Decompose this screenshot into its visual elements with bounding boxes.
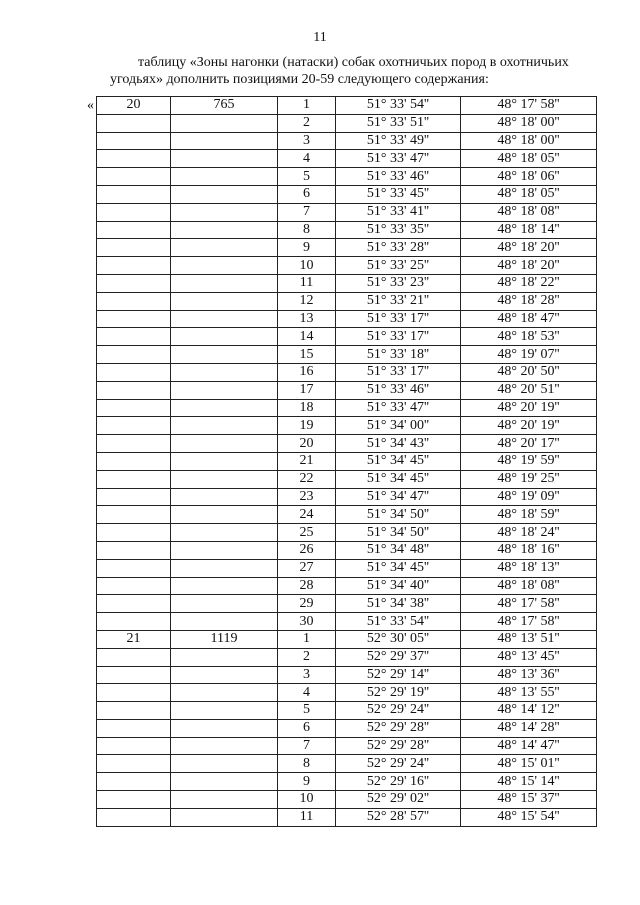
point-number-cell: 10 [278, 791, 336, 809]
table-row [97, 470, 597, 488]
zone-number-cell [97, 452, 171, 470]
zone-number-cell [97, 292, 171, 310]
point-number-cell: 6 [278, 185, 336, 203]
zone-area-cell [171, 666, 278, 684]
table-row [97, 114, 597, 132]
zone-number-cell [97, 541, 171, 559]
point-number-cell: 26 [278, 541, 336, 559]
point-number-cell: 21 [278, 452, 336, 470]
zone-area-cell: 1119 [171, 630, 278, 648]
longitude-cell: 48° 20' 51'' [461, 381, 597, 399]
longitude-cell: 48° 13' 55'' [461, 684, 597, 702]
table-row [97, 506, 597, 524]
zone-number-cell [97, 666, 171, 684]
point-number-cell: 7 [278, 737, 336, 755]
zone-number-cell [97, 185, 171, 203]
zone-area-cell [171, 452, 278, 470]
zone-area-cell [171, 399, 278, 417]
point-number-cell: 11 [278, 808, 336, 826]
zone-number-cell: 21 [97, 630, 171, 648]
table-row [97, 719, 597, 737]
latitude-cell: 51° 33' 47'' [336, 399, 461, 417]
longitude-cell: 48° 15' 01'' [461, 755, 597, 773]
point-number-cell: 3 [278, 666, 336, 684]
zone-number-cell [97, 239, 171, 257]
table-row [97, 666, 597, 684]
table-row [97, 346, 597, 364]
latitude-cell: 51° 34' 47'' [336, 488, 461, 506]
zone-number-cell [97, 221, 171, 239]
latitude-cell: 51° 33' 35'' [336, 221, 461, 239]
zone-area-cell [171, 150, 278, 168]
table-row [97, 702, 597, 720]
longitude-cell: 48° 20' 19'' [461, 399, 597, 417]
zone-area-cell [171, 363, 278, 381]
zone-number-cell [97, 168, 171, 186]
point-number-cell: 23 [278, 488, 336, 506]
longitude-cell: 48° 18' 53'' [461, 328, 597, 346]
longitude-cell: 48° 17' 58'' [461, 97, 597, 115]
zone-area-cell [171, 541, 278, 559]
zone-number-cell [97, 719, 171, 737]
table-row [97, 684, 597, 702]
point-number-cell: 25 [278, 524, 336, 542]
point-number-cell: 14 [278, 328, 336, 346]
latitude-cell: 51° 33' 17'' [336, 328, 461, 346]
table-row [97, 310, 597, 328]
zone-area-cell [171, 702, 278, 720]
zone-number-cell [97, 595, 171, 613]
latitude-cell: 51° 34' 38'' [336, 595, 461, 613]
latitude-cell: 51° 33' 17'' [336, 363, 461, 381]
zone-number-cell [97, 328, 171, 346]
longitude-cell: 48° 18' 14'' [461, 221, 597, 239]
table-row [97, 524, 597, 542]
table-row [97, 363, 597, 381]
longitude-cell: 48° 19' 07'' [461, 346, 597, 364]
table-row [97, 737, 597, 755]
table-row [97, 595, 597, 613]
point-number-cell: 17 [278, 381, 336, 399]
point-number-cell: 5 [278, 168, 336, 186]
zone-area-cell [171, 719, 278, 737]
zone-area-cell [171, 221, 278, 239]
zone-area-cell [171, 168, 278, 186]
table-row [97, 221, 597, 239]
table-row [97, 755, 597, 773]
zone-area-cell [171, 292, 278, 310]
longitude-cell: 48° 18' 00'' [461, 132, 597, 150]
zone-area-cell [171, 808, 278, 826]
zone-area-cell [171, 559, 278, 577]
latitude-cell: 52° 29' 28'' [336, 737, 461, 755]
zone-number-cell [97, 274, 171, 292]
longitude-cell: 48° 20' 19'' [461, 417, 597, 435]
longitude-cell: 48° 13' 45'' [461, 648, 597, 666]
longitude-cell: 48° 18' 47'' [461, 310, 597, 328]
zone-area-cell [171, 470, 278, 488]
latitude-cell: 51° 33' 46'' [336, 168, 461, 186]
latitude-cell: 51° 34' 48'' [336, 541, 461, 559]
latitude-cell: 51° 33' 23'' [336, 274, 461, 292]
latitude-cell: 51° 33' 47'' [336, 150, 461, 168]
zone-number-cell [97, 808, 171, 826]
table-row [97, 613, 597, 631]
longitude-cell: 48° 18' 22'' [461, 274, 597, 292]
latitude-cell: 51° 34' 45'' [336, 470, 461, 488]
latitude-cell: 51° 33' 54'' [336, 613, 461, 631]
zone-number-cell [97, 488, 171, 506]
longitude-cell: 48° 17' 58'' [461, 595, 597, 613]
longitude-cell: 48° 18' 20'' [461, 257, 597, 275]
latitude-cell: 51° 33' 54'' [336, 97, 461, 115]
point-number-cell: 2 [278, 648, 336, 666]
latitude-cell: 51° 33' 51'' [336, 114, 461, 132]
longitude-cell: 48° 13' 51'' [461, 630, 597, 648]
zone-number-cell [97, 577, 171, 595]
zone-number-cell [97, 310, 171, 328]
longitude-cell: 48° 18' 05'' [461, 150, 597, 168]
zone-area-cell [171, 577, 278, 595]
point-number-cell: 4 [278, 150, 336, 168]
longitude-cell: 48° 18' 06'' [461, 168, 597, 186]
longitude-cell: 48° 15' 37'' [461, 791, 597, 809]
longitude-cell: 48° 19' 09'' [461, 488, 597, 506]
point-number-cell: 8 [278, 221, 336, 239]
table-row [97, 292, 597, 310]
table-row [97, 559, 597, 577]
point-number-cell: 22 [278, 470, 336, 488]
latitude-cell: 51° 34' 43'' [336, 435, 461, 453]
zone-number-cell [97, 559, 171, 577]
point-number-cell: 2 [278, 114, 336, 132]
latitude-cell: 51° 33' 25'' [336, 257, 461, 275]
point-number-cell: 9 [278, 239, 336, 257]
zone-number-cell [97, 132, 171, 150]
longitude-cell: 48° 18' 08'' [461, 203, 597, 221]
point-number-cell: 29 [278, 595, 336, 613]
latitude-cell: 52° 30' 05'' [336, 630, 461, 648]
zone-number-cell [97, 346, 171, 364]
table-row [97, 452, 597, 470]
latitude-cell: 52° 29' 24'' [336, 702, 461, 720]
intro-line-2: угодьях» дополнить позициями 20-59 следующего содержания: [110, 72, 489, 87]
point-number-cell: 11 [278, 274, 336, 292]
table-row [97, 328, 597, 346]
intro-line-1: таблицу «Зоны нагонки (натаски) собак охотничьих пород в охотничьих [138, 55, 569, 70]
zone-number-cell [97, 773, 171, 791]
table-row [97, 488, 597, 506]
zone-number-cell [97, 114, 171, 132]
page-number: 11 [313, 30, 327, 45]
latitude-cell: 51° 33' 21'' [336, 292, 461, 310]
zone-number-cell [97, 417, 171, 435]
zone-number-cell [97, 737, 171, 755]
latitude-cell: 52° 29' 24'' [336, 755, 461, 773]
zone-area-cell [171, 132, 278, 150]
point-number-cell: 1 [278, 630, 336, 648]
table-row [97, 274, 597, 292]
point-number-cell: 9 [278, 773, 336, 791]
longitude-cell: 48° 19' 25'' [461, 470, 597, 488]
zone-number-cell [97, 203, 171, 221]
latitude-cell: 52° 29' 14'' [336, 666, 461, 684]
table-row [97, 773, 597, 791]
longitude-cell: 48° 18' 16'' [461, 541, 597, 559]
zone-number-cell [97, 381, 171, 399]
latitude-cell: 51° 34' 45'' [336, 452, 461, 470]
zone-number-cell [97, 399, 171, 417]
table-row [97, 791, 597, 809]
point-number-cell: 15 [278, 346, 336, 364]
table-row [97, 630, 597, 648]
zone-area-cell [171, 506, 278, 524]
latitude-cell: 51° 33' 17'' [336, 310, 461, 328]
longitude-cell: 48° 18' 00'' [461, 114, 597, 132]
longitude-cell: 48° 20' 17'' [461, 435, 597, 453]
zone-number-cell: 20 [97, 97, 171, 115]
longitude-cell: 48° 18' 13'' [461, 559, 597, 577]
coordinates-table [96, 96, 597, 827]
point-number-cell: 5 [278, 702, 336, 720]
table-row [97, 132, 597, 150]
table-row [97, 381, 597, 399]
point-number-cell: 4 [278, 684, 336, 702]
longitude-cell: 48° 14' 12'' [461, 702, 597, 720]
zone-area-cell [171, 488, 278, 506]
zone-area-cell [171, 648, 278, 666]
table-row [97, 808, 597, 826]
latitude-cell: 52° 29' 37'' [336, 648, 461, 666]
zone-number-cell [97, 257, 171, 275]
zone-number-cell [97, 702, 171, 720]
longitude-cell: 48° 20' 50'' [461, 363, 597, 381]
latitude-cell: 51° 34' 00'' [336, 417, 461, 435]
zone-number-cell [97, 435, 171, 453]
longitude-cell: 48° 18' 08'' [461, 577, 597, 595]
zone-number-cell [97, 470, 171, 488]
zone-area-cell [171, 185, 278, 203]
zone-number-cell [97, 791, 171, 809]
latitude-cell: 51° 34' 50'' [336, 524, 461, 542]
latitude-cell: 52° 28' 57'' [336, 808, 461, 826]
point-number-cell: 24 [278, 506, 336, 524]
zone-number-cell [97, 755, 171, 773]
longitude-cell: 48° 18' 24'' [461, 524, 597, 542]
longitude-cell: 48° 14' 47'' [461, 737, 597, 755]
table-row [97, 435, 597, 453]
table-row [97, 541, 597, 559]
point-number-cell: 7 [278, 203, 336, 221]
zone-area-cell [171, 239, 278, 257]
point-number-cell: 28 [278, 577, 336, 595]
table-row [97, 150, 597, 168]
table-row [97, 239, 597, 257]
zone-number-cell [97, 648, 171, 666]
latitude-cell: 51° 34' 45'' [336, 559, 461, 577]
point-number-cell: 19 [278, 417, 336, 435]
zone-area-cell: 765 [171, 97, 278, 115]
table-row [97, 577, 597, 595]
zone-area-cell [171, 791, 278, 809]
zone-area-cell [171, 684, 278, 702]
coordinates-table-body [97, 97, 597, 827]
zone-number-cell [97, 506, 171, 524]
latitude-cell: 52° 29' 16'' [336, 773, 461, 791]
zone-area-cell [171, 524, 278, 542]
point-number-cell: 8 [278, 755, 336, 773]
latitude-cell: 51° 33' 28'' [336, 239, 461, 257]
table-row [97, 97, 597, 115]
table-row [97, 203, 597, 221]
zone-area-cell [171, 613, 278, 631]
table-row [97, 257, 597, 275]
table-row [97, 185, 597, 203]
zone-area-cell [171, 346, 278, 364]
intro-paragraph [110, 54, 600, 88]
table-row [97, 168, 597, 186]
zone-area-cell [171, 114, 278, 132]
longitude-cell: 48° 18' 28'' [461, 292, 597, 310]
point-number-cell: 13 [278, 310, 336, 328]
latitude-cell: 51° 34' 50'' [336, 506, 461, 524]
zone-area-cell [171, 381, 278, 399]
point-number-cell: 27 [278, 559, 336, 577]
zone-number-cell [97, 363, 171, 381]
point-number-cell: 18 [278, 399, 336, 417]
zone-area-cell [171, 328, 278, 346]
latitude-cell: 52° 29' 28'' [336, 719, 461, 737]
latitude-cell: 51° 33' 46'' [336, 381, 461, 399]
table-row [97, 648, 597, 666]
latitude-cell: 51° 33' 49'' [336, 132, 461, 150]
point-number-cell: 16 [278, 363, 336, 381]
zone-area-cell [171, 595, 278, 613]
longitude-cell: 48° 18' 20'' [461, 239, 597, 257]
longitude-cell: 48° 15' 54'' [461, 808, 597, 826]
zone-number-cell [97, 684, 171, 702]
zone-area-cell [171, 737, 278, 755]
zone-area-cell [171, 310, 278, 328]
point-number-cell: 30 [278, 613, 336, 631]
zone-area-cell [171, 203, 278, 221]
zone-area-cell [171, 773, 278, 791]
opening-quote: « [87, 98, 94, 113]
point-number-cell: 20 [278, 435, 336, 453]
zone-area-cell [171, 257, 278, 275]
longitude-cell: 48° 17' 58'' [461, 613, 597, 631]
latitude-cell: 52° 29' 19'' [336, 684, 461, 702]
latitude-cell: 51° 33' 18'' [336, 346, 461, 364]
zone-area-cell [171, 417, 278, 435]
zone-area-cell [171, 435, 278, 453]
point-number-cell: 10 [278, 257, 336, 275]
latitude-cell: 51° 34' 40'' [336, 577, 461, 595]
zone-number-cell [97, 150, 171, 168]
table-row [97, 399, 597, 417]
longitude-cell: 48° 19' 59'' [461, 452, 597, 470]
zone-area-cell [171, 274, 278, 292]
longitude-cell: 48° 14' 28'' [461, 719, 597, 737]
point-number-cell: 3 [278, 132, 336, 150]
point-number-cell: 1 [278, 97, 336, 115]
point-number-cell: 6 [278, 719, 336, 737]
longitude-cell: 48° 15' 14'' [461, 773, 597, 791]
latitude-cell: 52° 29' 02'' [336, 791, 461, 809]
longitude-cell: 48° 13' 36'' [461, 666, 597, 684]
longitude-cell: 48° 18' 05'' [461, 185, 597, 203]
latitude-cell: 51° 33' 41'' [336, 203, 461, 221]
zone-area-cell [171, 755, 278, 773]
point-number-cell: 12 [278, 292, 336, 310]
longitude-cell: 48° 18' 59'' [461, 506, 597, 524]
latitude-cell: 51° 33' 45'' [336, 185, 461, 203]
table-row [97, 417, 597, 435]
zone-number-cell [97, 524, 171, 542]
zone-number-cell [97, 613, 171, 631]
